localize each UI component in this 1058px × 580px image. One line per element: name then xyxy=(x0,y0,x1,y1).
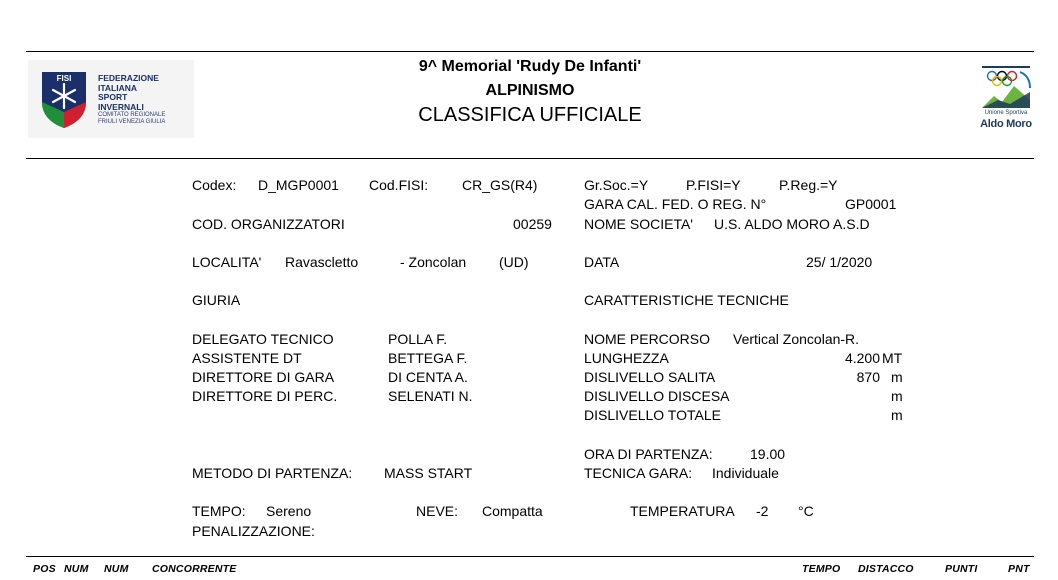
jury-name: POLLA F. xyxy=(388,331,448,347)
col-distacco: DISTACCO xyxy=(858,563,914,575)
codfisi-value: CR_GS(R4) xyxy=(462,177,538,193)
gara-cal-label: GARA CAL. FED. O REG. N° xyxy=(584,196,767,212)
nome-soc-label: NOME SOCIETA' xyxy=(584,216,693,232)
temperatura-label: TEMPERATURA xyxy=(630,503,735,519)
gara-cal-value: GP0001 xyxy=(845,196,897,212)
data-value: 25/ 1/2020 xyxy=(806,254,873,270)
localita-value-2: - Zoncolan xyxy=(400,254,467,270)
grsoc-flag: Gr.Soc.=Y xyxy=(584,177,649,193)
fisi-line: ITALIANA xyxy=(98,82,138,93)
tech-unit: m xyxy=(891,388,903,404)
localita-province: (UD) xyxy=(499,254,529,270)
tech-label: DISLIVELLO DISCESA xyxy=(584,388,730,404)
fisi-subline: FRIULI VENEZIA GIULIA xyxy=(98,119,166,125)
col-concorrente: CONCORRENTE xyxy=(152,563,237,575)
col-tempo: TEMPO xyxy=(802,563,841,575)
metodo-partenza-label: METODO DI PARTENZA: xyxy=(192,465,353,481)
neve-value: Compatta xyxy=(482,503,543,519)
col-punti: PUNTI xyxy=(945,563,978,575)
col-pos: POS xyxy=(33,563,56,575)
col-pnt: PNT xyxy=(1008,563,1030,575)
discipline-title: ALPINISMO xyxy=(485,82,575,99)
olympic-rings-icon xyxy=(980,62,1032,110)
cod-org-value: 00259 xyxy=(513,216,552,232)
codfisi-label: Cod.FISI: xyxy=(369,177,429,193)
jury-name: DI CENTA A. xyxy=(388,369,468,385)
classification-title: CLASSIFICA UFFICIALE xyxy=(418,104,642,126)
tech-value: 4.200 xyxy=(844,350,880,366)
tech-unit: m xyxy=(891,407,903,423)
data-label: DATA xyxy=(584,254,620,270)
columns-rule xyxy=(26,556,1034,557)
tech-label: LUNGHEZZA xyxy=(584,350,669,366)
tecnica-gara-label: TECNICA GARA: xyxy=(584,465,693,481)
fisi-logo-text xyxy=(98,74,165,126)
jury-role: DELEGATO TECNICO xyxy=(192,331,334,347)
col-num-2: NUM xyxy=(104,563,129,575)
ora-partenza-label: ORA DI PARTENZA: xyxy=(584,446,713,462)
temperatura-value: -2 xyxy=(756,503,769,519)
fisi-subline: COMITATO REGIONALE xyxy=(98,112,166,118)
svg-text:FISI: FISI xyxy=(56,74,72,83)
penalizzazione-label: PENALIZZAZIONE: xyxy=(192,523,315,539)
pfisi-flag: P.FISI=Y xyxy=(686,177,741,193)
tech-label: DISLIVELLO SALITA xyxy=(584,369,716,385)
codex-label: Codex: xyxy=(192,177,237,193)
tempo-value: Sereno xyxy=(266,503,312,519)
caratteristiche-label: CARATTERISTICHE TECNICHE xyxy=(584,292,789,308)
event-title: 9^ Memorial 'Rudy De Infanti' xyxy=(418,58,642,75)
codex-value: D_MGP0001 xyxy=(258,177,339,193)
localita-value: Ravascletto xyxy=(285,254,359,270)
temperatura-unit: °C xyxy=(798,503,814,519)
jury-name: BETTEGA F. xyxy=(388,350,468,366)
fisi-shield-icon xyxy=(38,68,90,130)
club-logo xyxy=(980,62,1032,134)
nome-percorso-value: Vertical Zoncolan-R. xyxy=(733,331,860,347)
preg-flag: P.Reg.=Y xyxy=(779,177,838,193)
ora-partenza-value: 19.00 xyxy=(750,446,786,462)
neve-label: NEVE: xyxy=(416,503,459,519)
tech-label: DISLIVELLO TOTALE xyxy=(584,407,721,423)
giuria-label: GIURIA xyxy=(192,292,241,308)
nome-percorso-label: NOME PERCORSO xyxy=(584,331,711,347)
fisi-line: FEDERAZIONE xyxy=(98,73,159,83)
jury-role: DIRETTORE DI PERC. xyxy=(192,388,338,404)
nome-soc-value: U.S. ALDO MORO A.S.D xyxy=(714,216,870,232)
tech-value: 870 xyxy=(856,369,880,385)
fisi-line: INVERNALI xyxy=(98,101,144,112)
tech-unit: MT xyxy=(882,350,903,366)
tempo-label: TEMPO: xyxy=(192,503,246,519)
top-rule xyxy=(26,51,1034,52)
fisi-logo xyxy=(28,60,194,138)
localita-label: LOCALITA' xyxy=(192,254,262,270)
jury-role: ASSISTENTE DT xyxy=(192,350,302,366)
fisi-line: SPORT xyxy=(98,92,128,102)
header-rule xyxy=(26,158,1034,159)
jury-role: DIRETTORE DI GARA xyxy=(192,369,335,385)
metodo-partenza-value: MASS START xyxy=(384,465,473,481)
col-num: NUM xyxy=(64,563,89,575)
club-logo-subtitle: Unione Sportiva xyxy=(984,110,1028,116)
jury-name: SELENATI N. xyxy=(388,388,473,404)
tecnica-gara-value: Individuale xyxy=(712,465,779,481)
club-logo-name: Aldo Moro xyxy=(980,118,1032,130)
tech-unit: m xyxy=(891,369,903,385)
cod-org-label: COD. ORGANIZZATORI xyxy=(192,216,345,232)
